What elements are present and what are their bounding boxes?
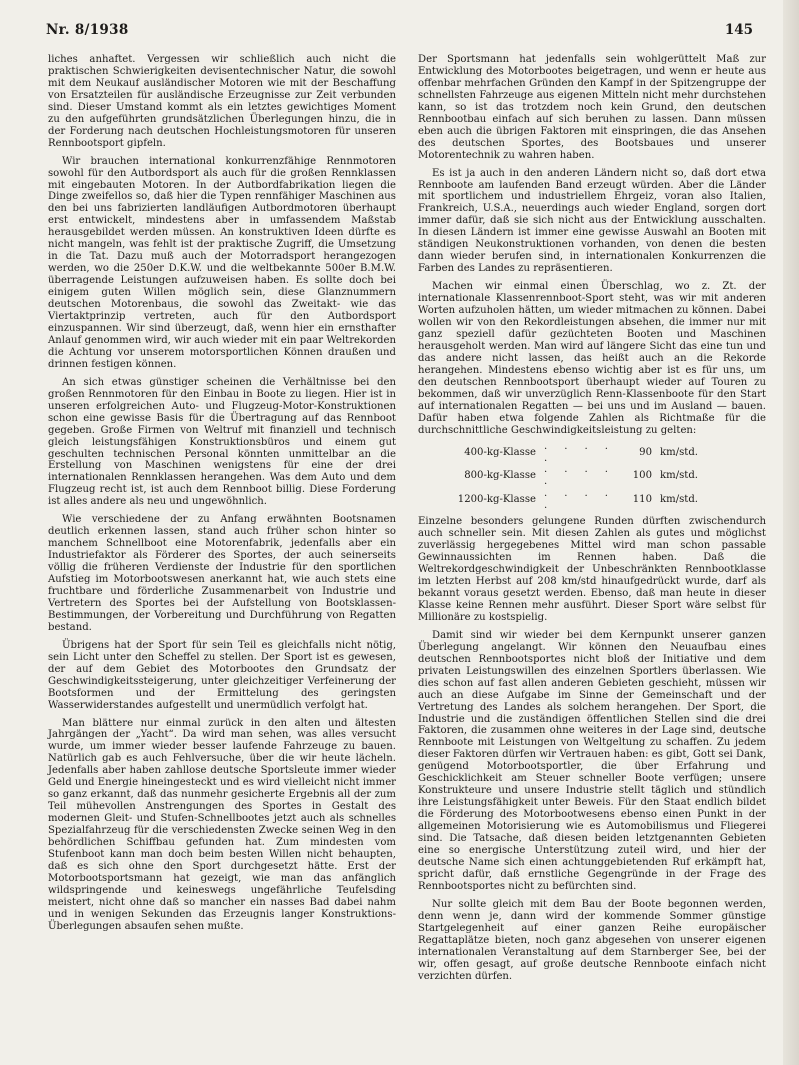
paragraph: liches anhaftet. Vergessen wir schließlich auch nicht die praktischen Schwierigkeiten devisentechnischer Natur, die sowohl mit dem Neukauf ausländischer Motoren wie mit der Beschaffung von Ersatzteilen für ausländische Erzeugnisse zur Zeit verbunden sind. Dieser Umstand kommt als ein letztes gewichtiges Moment zu den aufgeführten grundsätzlichen Überlegungen hinzu, die in der Forderung nach deutschen Hochleistungsmotoren für unseren Rennbootsport gipfeln. — [48, 54, 396, 149]
table-row — [442, 441, 702, 465]
paragraph: Es ist ja auch in den anderen Ländern nicht so, daß dort etwa Rennboote am laufenden Band erzeugt würden. Aber die Länder mit sportlichem und industriellem Ehrgeiz, voran also Italien, Frankreich, U.S.A., neuerdings auch wieder England, sorgen dort immer dafür, daß sie sich nicht aus der Entwicklung ausschalten. In diesen Ländern ist immer eine gewisse Auswahl an Booten mit ständigen Neukonstruktionen vorhanden, von denen die besten dann wieder berufen sind, in internationalen Konkurrenzen die Farben des Landes zu repräsentieren. — [418, 167, 766, 275]
paragraph: Einzelne besonders gelungene Runden dürften zwischendurch auch schneller sein. Mit diesen Zahlen als gutes und möglichst zuverlässig hergegebenes Mittel wird man schon passable Gewinnaussichten im Rennen haben. Daß die Weltrekordgeschwindigkeit der Unbeschränkten Rennbootklasse im letzten Herbst auf 208 km/std hinaufgedrückt wurde, darf als bekannt voraus gesetzt werden. Ebenso, daß man heute in dieser Klasse keine Rennen mehr ausführt. Dieser Sport wäre selbst für Millionäre zu kostspielig. — [418, 516, 766, 623]
speed-unit: km/std. — [660, 446, 698, 458]
right-column — [418, 54, 766, 982]
paragraph: Wie verschiedene der zu Anfang erwähnten Bootsnamen deutlich erkennen lassen, stand auch früher schon hinter so manchem Schnellboot eine Motorenfabrik, jedenfalls aber ein Industriefaktor als Förderer des Sportes, der auch seinerseits völlig die früheren Verdienste der Industrie für den sportlichen Aufstieg im Motorbootswesen anerkannt hat, wie auch stets eine fruchtbare und förderliche Zusammenarbeit von Industrie und Vertretern des Sportes bei der Aufstellung von Bootsklassen-Bestimmungen, der Vorbereitung und Durchführung von Regatten bestand. — [48, 514, 396, 633]
speed-value: 100 — [632, 470, 652, 482]
paragraph: An sich etwas günstiger scheinen die Verhältnisse bei den großen Rennmotoren für den Einbau in Boote zu liegen. Hier ist in unseren erfolgreichen Auto- und Flugzeug-Motor-Konstruktionen schon eine gewisse Basis für die Übertragung auf das Rennboot gegeben. Große Firmen von Weltruf mit finanziell und technisch gleich leistungsfähigen Konstruktionsbüros und einem gut geschulten technischen Personal könnten unmittelbar an die Erstellung von Maschinen wenigstens für eine der drei internationalen Rennklassen herangehen. Was dem Auto und dem Flugzeug recht ist, ist auch dem Rennboot billig. Diese Forderung ist alles andere als neu und ungewöhnlich. — [48, 376, 396, 508]
paragraph: Nur sollte gleich mit dem Bau der Boote begonnen werden, denn wenn je, dann wird der kommende Sommer günstige Startgelegenheit auf einer ganzen Reihe europäischer Regattaplätze bieten, noch ganz abgesehen von unserer eigenen internationalen Veranstaltung auf dem Starnberger See, bei der wir, offen gesagt, auf große deutsche Rennboote einfach nicht verzichten dürfen. — [418, 898, 766, 982]
paragraph: Damit sind wir wieder bei dem Kernpunkt unserer ganzen Überlegung angelangt. Wir können den Neuaufbau eines deutschen Rennbootsportes nicht bloß der Initiative und dem privaten Leistungswillen des einzelnen Sportlers überlassen. Wie dies schon auf fast allen anderen Gebieten geschieht, müssen wir auch an diese Aufgabe im Sinne der Gemeinschaft und der Vertretung des Landes als solchem herangehen. Der Sport, die Industrie und die zuständigen öffentlichen Stellen sind die drei Faktoren, die zusammen ohne weiteres in der Lage sind, deutsche Rennboote mit Leistungen von Weltgeltung zu schaffen. Zu jedem dieser Faktoren dürfen wir Vertrauen haben: es gibt, Gott sei Dank, genügend Motorbootsportler, die über Erfahrung und Geschicklichkeit am Steuer schneller Boote verfügen; unsere Konstrukteure und unsere Industrie stellt täglich und stündlich ihre Leistungsfähigkeit unter Beweis. Für den Staat endlich bildet die Förderung des Motorbootwesens ebenso einen Punkt in der allgemeinen Motorisierung wie es Automobilismus und Fliegerei sind. Die Tatsache, daß diesen beiden letztgenannten Gebieten eine so energische Unterstützung zuteil wird, und hier der deutsche Name sich einen achtunggebietenden Ruf erkämpft hat, spricht dafür, daß ernstliche Gegengründe in der Frage des Rennbootsportes nicht zu befürchten sind. — [418, 629, 766, 892]
paragraph: Man blättere nur einmal zurück in den alten und ältesten Jahrgängen der „Yacht“. Da wird man sehen, was alles versucht wurde, um immer wieder besser laufende Fahrzeuge zu bauen. Natürlich gab es auch Fehlversuche, über die wir heute lächeln. Jedenfalls aber haben zahllose deutsche Sportsleute immer wieder Geld und Energie hineingesteckt und es wird vielleicht nicht immer so ganz erkannt, daß das nunmehr gesicherte Ergebnis all der zum Teil mühevollen Anstrengungen des Sportes in Gestalt des modernen Gleit- und Stufen-Schnellbootes jetzt auch als schnelles Spezialfahrzeug für die verschiedensten Zwecke seinen Weg in den behördlichen Schiffbau gefunden hat. Zum mindesten vom Stufenboot kann man doch beim besten Willen nicht behaupten, daß es sich ohne den Sport durchgesetzt hätte. Erst der Motorbootsportsmann hat gezeigt, wie man das anfänglich wildspringende und keineswegs ungefährliche Teufelsding meistert, nicht ohne daß so mancher ein nasses Bad dabei nahm und in wenigen Sekunden das Erzeugnis langer Konstruktions-Überlegungen absaufen sehen mußte. — [48, 717, 396, 932]
issue-number: Nr. 8/1938 — [46, 22, 129, 38]
left-column — [48, 54, 396, 933]
class-name: 800-kg-Klasse — [464, 470, 536, 482]
speed-value: 110 — [632, 494, 652, 506]
leader-dots: . . . . . — [544, 488, 614, 512]
paragraph: Machen wir einmal einen Überschlag, wo z. Zt. der internationale Klassenrennboot-Sport steht, was wir mit anderen Worten aufzuholen hätten, um wieder mitmachen zu können. Dabei wollen wir von den Rekordleistungen absehen, die immer nur mit ganz speziell dafür gezüchteten Booten und Maschinen herausgeholt werden. Man wird auf längere Sicht das eine tun und das andere nicht lassen, das heißt auch an die Rekorde herangehen. Mindestens ebenso wichtig aber ist es für uns, um den deutschen Rennbootsport überhaupt wieder auf Touren zu bekommen, daß wir unverzüglich Renn-Klassenboote für den Start auf internationalen Regatten — bei uns und im Ausland — bauen. Dafür haben etwa folgende Zahlen als Richtmaße für die durchschnittliche Geschwindigkeitsleistung zu gelten: — [418, 281, 766, 436]
speed-table — [442, 441, 702, 513]
leader-dots: . . . . . — [544, 464, 614, 488]
leader-dots: . . . . . — [544, 440, 614, 464]
paragraph: Wir brauchen international konkurrenzfähige Rennmotoren sowohl für den Autbordsport als auch für die großen Rennklassen mit eingebauten Motoren. In der Autbordfabrikation liegen die Dinge zweifellos so, daß hier die Typen rennfähiger Maschinen aus den bei uns fabrizierten landläufigen Autbordmotoren überhaupt erst entwickelt, mindestens aber in umfassendem Maßstab herausgebildet werden müssen. An konstruktiven Ideen dürfte es nicht mangeln, was fehlt ist der praktische Zugriff, die Umsetzung in die Tat. Dazu muß auch der Motorradsport herangezogen werden, wo die 250er D.K.W. und die weltbekannte 500er B.M.W. überragende Leistungen aufzuweisen haben. Es sollte doch bei einigem guten Willen möglich sein, diese Glanznummern deutschen Motorenbaus, die sowohl das Zweitakt- wie das Viertaktprinzip vertreten, auch für den Autbordsport einzuspannen. Wir sind überzeugt, daß, wenn hier ein ernsthafter Anlauf genommen wird, wir auch wieder mit ein paar Weltrekorden die Achtung vor unserem motorsportlichen Können draußen und drinnen festigen können. — [48, 155, 396, 370]
table-row — [442, 464, 702, 488]
class-name: 400-kg-Klasse — [464, 446, 536, 458]
speed-value: 90 — [639, 446, 652, 458]
paragraph: Der Sportsmann hat jedenfalls sein wohlgerüttelt Maß zur Entwicklung des Motorbootes beigetragen, und wenn er heute aus offenbar mehrfachen Gründen den Kampf in der Spitzengruppe der schnellsten Fahrzeuge aus eigenen Mitteln nicht mehr durchstehen kann, so ist das trotzdem noch kein Grund, den deutschen Rennbootbau einfach auf sich beruhen zu lassen. Dann müssen eben auch die übrigen Faktoren mit einspringen, die das Ansehen des deutschen Sportes, des Bootsbaues und unserer Motorentechnik zu wahren haben. — [418, 54, 766, 161]
class-name: 1200-kg-Klasse — [457, 494, 536, 506]
speed-unit: km/std. — [660, 494, 698, 506]
speed-unit: km/std. — [660, 470, 698, 482]
paragraph: Übrigens hat der Sport für sein Teil es gleichfalls nicht nötig, sein Licht unter den Scheffel zu stellen. Der Sport ist es gewesen, der auf dem Gebiet des Motorbootes den Grundsatz der Geschwindigkeitssteigerung, unter gleichzeitiger Verfeinerung der Bootsformen und der Ermittelung des geringsten Wasserwiderstandes aufgestellt und unermüdlich verfolgt hat. — [48, 639, 396, 711]
table-row — [442, 488, 702, 512]
page-edge — [783, 0, 799, 1065]
page-number: 145 — [724, 22, 753, 38]
